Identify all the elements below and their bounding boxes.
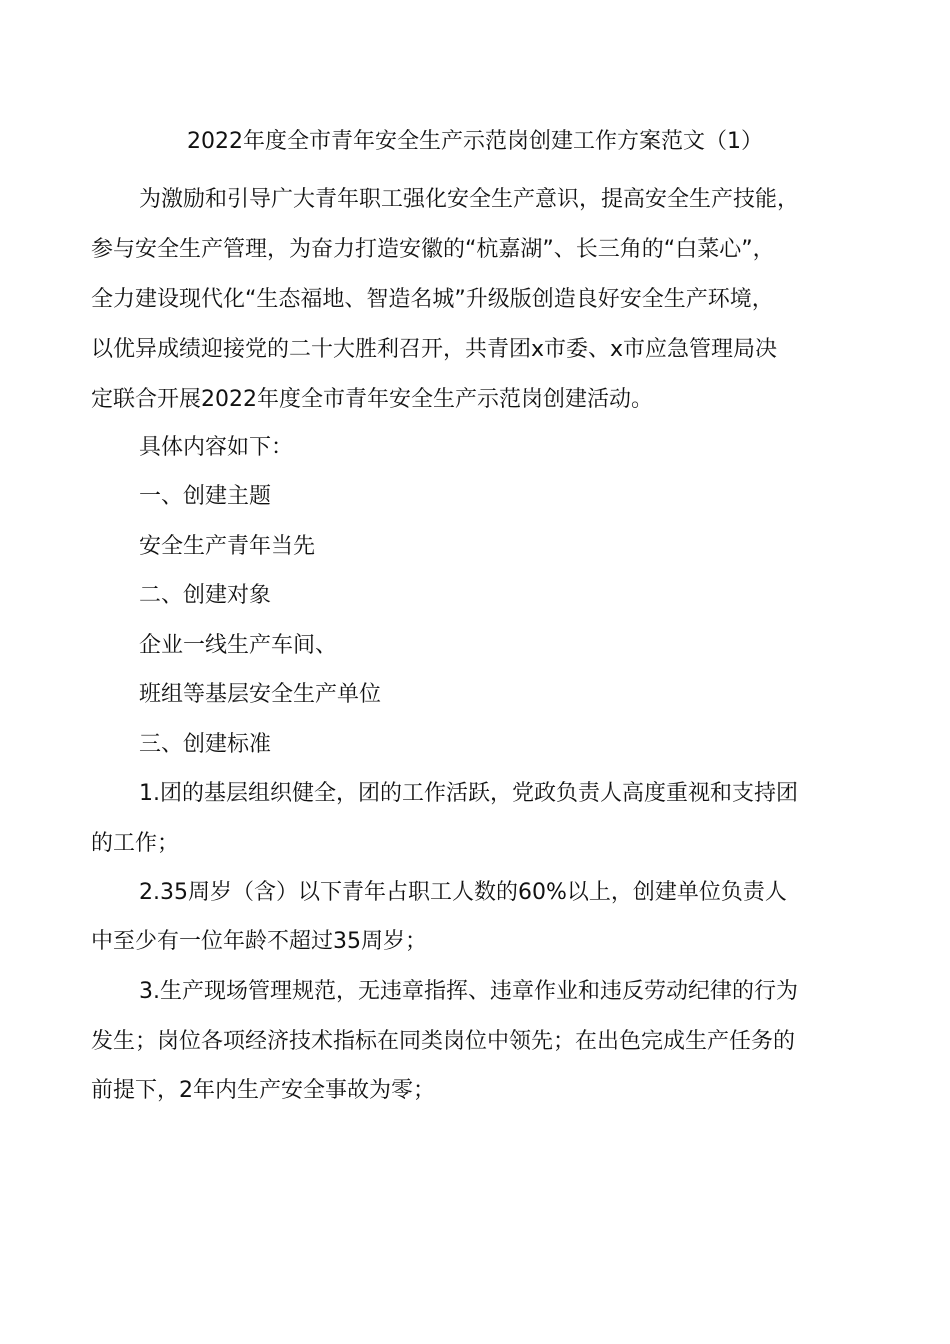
paragraph-line: 企业一线生产车间、 bbox=[139, 633, 338, 658]
paragraph-line: 定联合开展2022年度全市青年安全生产示范岗创建活动。 bbox=[91, 387, 653, 412]
paragraph-line: 3.生产现场管理规范，无违章指挥、违章作业和违反劳动纪律的行为 bbox=[139, 979, 798, 1004]
paragraph-line: 前提下，2年内生产安全事故为零； bbox=[91, 1078, 435, 1103]
section-heading: 一、创建主题 bbox=[139, 484, 272, 509]
section-heading: 二、创建对象 bbox=[139, 583, 272, 608]
paragraph-line: 具体内容如下： bbox=[139, 435, 294, 460]
document-title: 2022年度全市青年安全生产示范岗创建工作方案范文（1） bbox=[187, 129, 763, 154]
section-heading: 三、创建标准 bbox=[139, 732, 272, 757]
paragraph-line: 以优异成绩迎接党的二十大胜利召开，共青团x市委、x市应急管理局决 bbox=[91, 337, 778, 362]
paragraph-line: 2.35周岁（含）以下青年占职工人数的60%以上，创建单位负责人 bbox=[139, 880, 787, 905]
paragraph-line: 1.团的基层组织健全，团的工作活跃，党政负责人高度重视和支持团 bbox=[139, 781, 798, 806]
paragraph-line: 全力建设现代化“生态福地、智造名城”升级版创造良好安全生产环境， bbox=[91, 287, 774, 312]
paragraph-line: 班组等基层安全生产单位 bbox=[139, 682, 382, 707]
paragraph-line: 安全生产青年当先 bbox=[139, 534, 316, 559]
paragraph-line: 发生；岗位各项经济技术指标在同类岗位中领先；在出色完成生产任务的 bbox=[91, 1029, 796, 1054]
paragraph-line: 为激励和引导广大青年职工强化安全生产意识，提高安全生产技能， bbox=[139, 187, 800, 212]
paragraph-line: 的工作； bbox=[91, 831, 180, 856]
paragraph-line: 中至少有一位年龄不超过35周岁； bbox=[91, 929, 427, 954]
paragraph-line: 参与安全生产管理，为奋力打造安徽的“杭嘉湖”、长三角的“白菜心”， bbox=[91, 237, 775, 262]
